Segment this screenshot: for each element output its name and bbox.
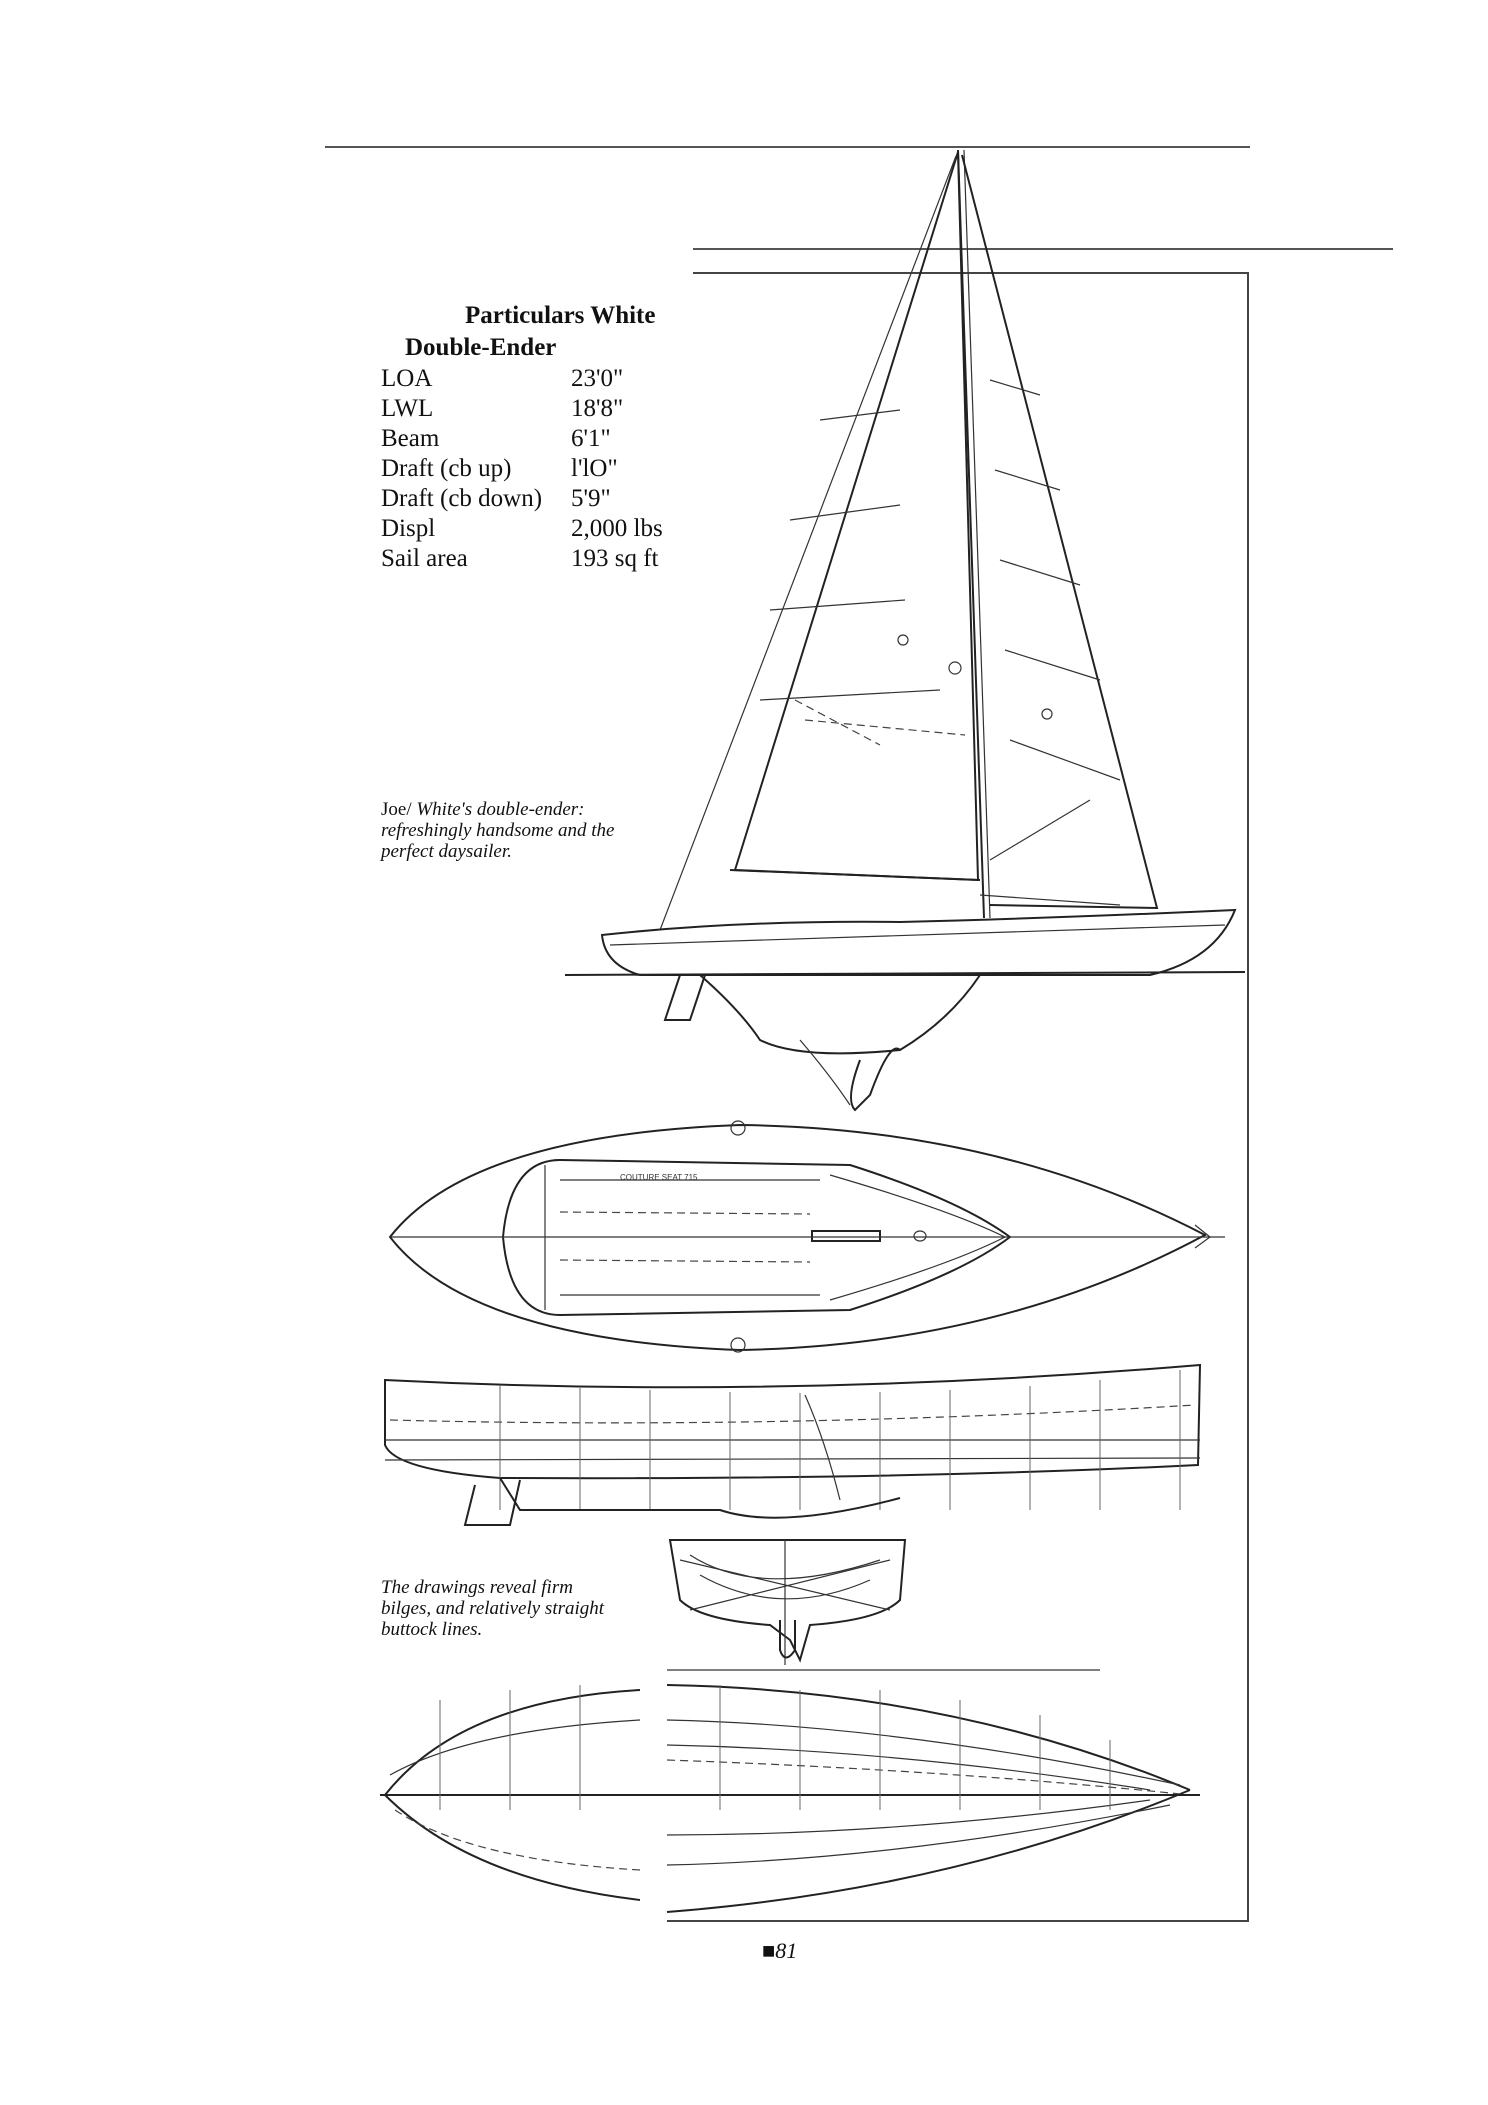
svg-text:COUTURE SEAT 715: COUTURE SEAT 715 <box>620 1173 698 1182</box>
particulars-value: 5'9" <box>571 485 611 512</box>
particulars-row <box>381 364 663 394</box>
particulars-value: 2,000 lbs <box>571 515 663 542</box>
half-breadth-drawing <box>380 1670 1200 1912</box>
particulars-row <box>381 394 663 424</box>
particulars-label: Displ <box>381 515 436 542</box>
lines-caption: The drawings reveal firm bilges, and relatively straight buttock lines. <box>381 1577 605 1640</box>
particulars-value: 193 sq ft <box>571 545 659 572</box>
particulars-row <box>381 454 663 484</box>
sail-plan-caption-prefix: Joe/ <box>381 799 412 820</box>
particulars-title: Particulars White <box>465 302 656 329</box>
particulars-row <box>381 424 663 454</box>
particulars-label: LOA <box>381 365 433 392</box>
particulars-label: LWL <box>381 395 434 422</box>
particulars-row <box>381 514 663 544</box>
particulars-value: l'lO" <box>571 455 618 482</box>
particulars-table <box>381 364 663 574</box>
profile-lines-drawing <box>385 1365 1200 1525</box>
particulars-label: Draft (cb down) <box>381 485 543 512</box>
particulars-label: Draft (cb up) <box>381 455 512 482</box>
particulars-value: 23'0" <box>571 365 624 392</box>
particulars-row <box>381 484 663 514</box>
sail-plan-drawing <box>565 150 1245 1110</box>
particulars-value: 18'8" <box>571 395 624 422</box>
particulars-subtitle: Double-Ender <box>405 334 557 361</box>
particulars-row <box>381 544 663 574</box>
sail-plan-caption <box>381 799 621 862</box>
particulars-block <box>381 300 721 574</box>
sail-plan-caption-text: White's double-ender: refreshingly handsome and the perfect daysailer. <box>381 799 615 862</box>
particulars-label: Sail area <box>381 545 468 572</box>
particulars-value: 6'1" <box>571 425 611 452</box>
body-plan-drawing <box>670 1540 905 1665</box>
page-number-marker: ■ <box>762 1938 776 1963</box>
page-number <box>762 1938 797 1964</box>
deck-plan-drawing <box>390 1121 1225 1352</box>
page-number-value: 81 <box>775 1938 798 1963</box>
particulars-label: Beam <box>381 425 440 452</box>
